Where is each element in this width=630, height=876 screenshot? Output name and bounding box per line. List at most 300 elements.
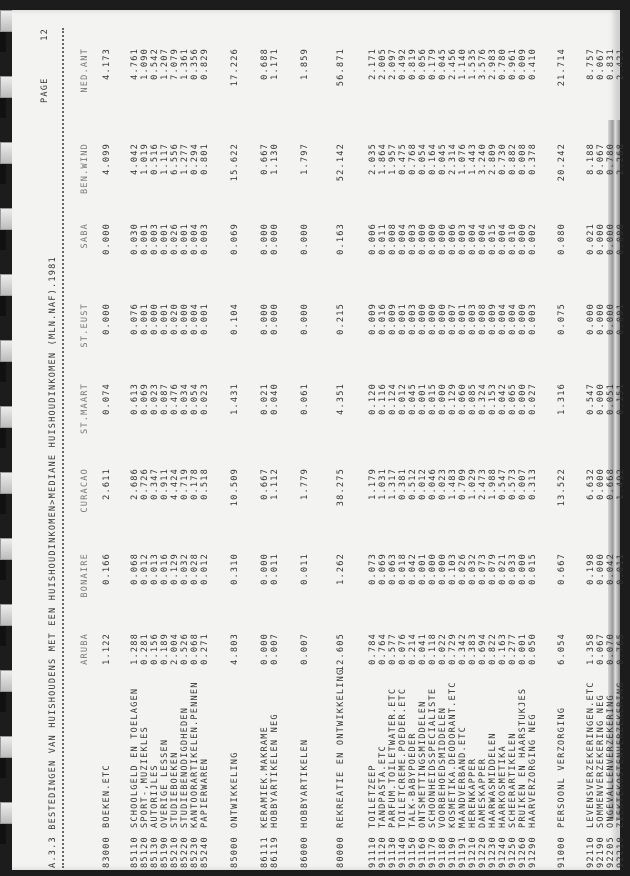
cell-curacao: 1.492 bbox=[616, 468, 626, 500]
cell-bonaire: 0.000 bbox=[260, 553, 270, 585]
cell-bonaire: 0.129 bbox=[170, 553, 180, 585]
cell-bonaire: 0.667 bbox=[557, 553, 567, 585]
cell-st-eust: 0.000 bbox=[102, 303, 112, 335]
cell-saba: 0.001 bbox=[160, 223, 170, 255]
row-label: BOEKEN.ETC bbox=[102, 764, 112, 828]
row-label: STUDIEBENODIGDHEDEN bbox=[180, 706, 190, 828]
cell-st-maart: 0.051 bbox=[606, 383, 616, 415]
row-label: HOBBYARTIKELEN NEG bbox=[270, 713, 280, 828]
row-code: 91260 bbox=[518, 836, 528, 868]
cell-aruba: 0.822 bbox=[488, 633, 498, 665]
cell-st-maart: 0.069 bbox=[140, 383, 150, 415]
cell-ben-wind: 6.556 bbox=[170, 143, 180, 175]
cell-aruba: 0.214 bbox=[408, 633, 418, 665]
row-label: SPORT-,MUZIEKLES bbox=[140, 726, 150, 828]
cell-aruba: 0.271 bbox=[200, 633, 210, 665]
table-row bbox=[586, 28, 596, 868]
row-code: 91130 bbox=[388, 836, 398, 868]
cell-ben-wind: 3.240 bbox=[478, 143, 488, 175]
cell-saba: 0.163 bbox=[336, 223, 346, 255]
cell-ned-ant: 1.361 bbox=[180, 48, 190, 80]
row-code: 85000 bbox=[230, 836, 240, 868]
table-row bbox=[478, 28, 488, 868]
cell-st-eust: 0.001 bbox=[458, 303, 468, 335]
cell-aruba: 12.605 bbox=[336, 633, 346, 672]
row-label: PARFUM.TOILETWATER.ETC bbox=[388, 687, 398, 828]
table-row bbox=[596, 28, 606, 868]
cell-st-maart: 0.000 bbox=[438, 383, 448, 415]
cell-bonaire: 0.073 bbox=[368, 553, 378, 585]
cell-aruba: 1.358 bbox=[586, 633, 596, 665]
cell-st-maart: 0.124 bbox=[388, 383, 398, 415]
cell-ben-wind: 1.117 bbox=[160, 143, 170, 175]
cell-st-eust: 0.003 bbox=[408, 303, 418, 335]
cell-st-maart: 0.000 bbox=[596, 383, 606, 415]
cell-ned-ant: 0.831 bbox=[606, 48, 616, 80]
cell-saba: 0.000 bbox=[102, 223, 112, 255]
cell-st-eust: 0.009 bbox=[488, 303, 498, 335]
cell-saba: 0.000 bbox=[428, 223, 438, 255]
row-label: HAARKOSMETIKA bbox=[498, 745, 508, 828]
cell-ben-wind: 0.475 bbox=[398, 143, 408, 175]
cell-bonaire: 0.001 bbox=[418, 553, 428, 585]
cell-curacao: 0.667 bbox=[260, 468, 270, 500]
cell-st-eust: 0.001 bbox=[160, 303, 170, 335]
cell-st-maart: 0.061 bbox=[300, 383, 310, 415]
row-code: 92205 bbox=[606, 836, 616, 868]
cell-st-maart: 0.060 bbox=[458, 383, 468, 415]
cell-bonaire: 0.021 bbox=[498, 553, 508, 585]
cell-aruba: 0.007 bbox=[270, 633, 280, 665]
cell-saba: 0.000 bbox=[606, 223, 616, 255]
cell-st-maart: 0.085 bbox=[468, 383, 478, 415]
table-row bbox=[438, 28, 448, 868]
page-label: PAGE bbox=[40, 77, 50, 103]
table-row bbox=[428, 28, 438, 868]
table-row bbox=[498, 28, 508, 868]
row-code: 91210 bbox=[468, 836, 478, 868]
cell-saba: 0.001 bbox=[140, 223, 150, 255]
cell-bonaire: 0.012 bbox=[200, 553, 210, 585]
cell-bonaire: 0.079 bbox=[488, 553, 498, 585]
cell-bonaire: 0.011 bbox=[616, 553, 626, 585]
cell-aruba: 0.281 bbox=[140, 633, 150, 665]
table-row bbox=[190, 28, 200, 868]
column-header: SABA bbox=[80, 223, 90, 249]
cell-aruba: 0.277 bbox=[508, 633, 518, 665]
cell-st-eust: 0.000 bbox=[428, 303, 438, 335]
cell-st-eust: 0.016 bbox=[378, 303, 388, 335]
row-label: HOBBYARTIKELEN bbox=[300, 738, 310, 828]
cell-ben-wind: 0.882 bbox=[508, 143, 518, 175]
cell-ben-wind: 0.067 bbox=[596, 143, 606, 175]
cell-st-eust: 0.215 bbox=[336, 303, 346, 335]
cell-aruba: 0.068 bbox=[190, 633, 200, 665]
cell-bonaire: 0.011 bbox=[270, 553, 280, 585]
cell-bonaire: 0.000 bbox=[438, 553, 448, 585]
cell-ned-ant: 4.173 bbox=[102, 48, 112, 80]
cell-aruba: 0.383 bbox=[468, 633, 478, 665]
table-row bbox=[448, 28, 458, 868]
row-code: 91110 bbox=[368, 836, 378, 868]
cell-ned-ant: 0.067 bbox=[596, 48, 606, 80]
table-row bbox=[270, 28, 280, 868]
row-label: SCHEERARTIKELEN bbox=[508, 732, 518, 828]
row-code: 91170 bbox=[428, 836, 438, 868]
row-code: 91240 bbox=[498, 836, 508, 868]
cell-aruba: 0.163 bbox=[498, 633, 508, 665]
row-label: ONTWIKKELING bbox=[230, 751, 240, 828]
row-label: SOMMENVERZEKERING NEG bbox=[596, 694, 606, 828]
cell-aruba: 0.007 bbox=[300, 633, 310, 665]
row-label: AUTORIJLES bbox=[150, 764, 160, 828]
cell-st-eust: 0.001 bbox=[200, 303, 210, 335]
cell-bonaire: 0.018 bbox=[398, 553, 408, 585]
cell-st-eust: 0.008 bbox=[478, 303, 488, 335]
cell-aruba: 1.122 bbox=[102, 633, 112, 665]
cell-st-eust: 0.000 bbox=[596, 303, 606, 335]
cell-ben-wind: 2.314 bbox=[448, 143, 458, 175]
cell-aruba: 0.765 bbox=[616, 633, 626, 665]
cell-ben-wind: 1.797 bbox=[300, 143, 310, 175]
cell-curacao: 0.512 bbox=[408, 468, 418, 500]
cell-aruba: 0.784 bbox=[368, 633, 378, 665]
cell-saba: 0.003 bbox=[200, 223, 210, 255]
row-label: REKREATIE EN ONTWIKKELING bbox=[336, 668, 346, 828]
column-header: BEN.WIND bbox=[80, 143, 90, 194]
cell-st-eust: 0.003 bbox=[528, 303, 538, 335]
row-label: KERAMIEK.MAKRAME bbox=[260, 726, 270, 828]
cell-aruba: 1.288 bbox=[130, 633, 140, 665]
cell-st-maart: 0.023 bbox=[150, 383, 160, 415]
row-label: OVERIGE LESSEN bbox=[160, 738, 170, 828]
cell-ben-wind: 4.099 bbox=[102, 143, 112, 175]
table-row bbox=[418, 28, 428, 868]
cell-st-eust: 0.000 bbox=[180, 303, 190, 335]
cell-st-eust: 0.000 bbox=[586, 303, 596, 335]
table-row-subtotal bbox=[230, 28, 240, 868]
cell-aruba: 0.156 bbox=[150, 633, 160, 665]
table-row bbox=[140, 28, 150, 868]
cell-st-maart: 0.065 bbox=[508, 383, 518, 415]
cell-curacao: 38.275 bbox=[336, 468, 346, 507]
cell-saba: 0.000 bbox=[300, 223, 310, 255]
cell-bonaire: 0.063 bbox=[388, 553, 398, 585]
cell-st-maart: 0.153 bbox=[488, 383, 498, 415]
cell-ben-wind: 2.035 bbox=[368, 143, 378, 175]
cell-ned-ant: 0.829 bbox=[200, 48, 210, 80]
cell-bonaire: 0.012 bbox=[140, 553, 150, 585]
cell-ned-ant: 56.871 bbox=[336, 48, 346, 87]
cell-curacao: 0.709 bbox=[458, 468, 468, 500]
cell-ben-wind: 0.667 bbox=[260, 143, 270, 175]
column-header: ST.MAART bbox=[80, 383, 90, 434]
cell-st-maart: 0.034 bbox=[180, 383, 190, 415]
cell-ben-wind: 0.516 bbox=[150, 143, 160, 175]
cell-curacao: 10.509 bbox=[230, 468, 240, 507]
cell-saba: 0.000 bbox=[270, 223, 280, 255]
cell-aruba: 0.070 bbox=[606, 633, 616, 665]
cell-ben-wind: 1.277 bbox=[180, 143, 190, 175]
cell-curacao: 0.000 bbox=[596, 468, 606, 500]
cell-bonaire: 0.042 bbox=[606, 553, 616, 585]
page-number: 12 bbox=[40, 28, 50, 41]
cell-st-eust: 0.001 bbox=[616, 303, 626, 335]
cell-st-eust: 0.007 bbox=[448, 303, 458, 335]
cell-st-maart: 0.087 bbox=[160, 383, 170, 415]
cell-ned-ant: 1.535 bbox=[468, 48, 478, 80]
table-row bbox=[260, 28, 270, 868]
cell-curacao: 6.632 bbox=[586, 468, 596, 500]
cell-ned-ant: 0.356 bbox=[190, 48, 200, 80]
cell-st-maart: 0.324 bbox=[478, 383, 488, 415]
cell-aruba: 0.001 bbox=[518, 633, 528, 665]
row-code: 86119 bbox=[270, 836, 280, 868]
cell-saba: 0.002 bbox=[528, 223, 538, 255]
row-code: 85210 bbox=[170, 836, 180, 868]
cell-ben-wind: 15.622 bbox=[230, 143, 240, 182]
row-label: DAMESKAPPER bbox=[478, 757, 488, 828]
cell-aruba: 0.342 bbox=[458, 633, 468, 665]
row-code: 86000 bbox=[300, 836, 310, 868]
cell-curacao: 1.179 bbox=[368, 468, 378, 500]
row-code: 92210 bbox=[616, 836, 626, 868]
cell-aruba: 0.067 bbox=[596, 633, 606, 665]
cell-saba: 0.003 bbox=[458, 223, 468, 255]
row-code: 91140 bbox=[398, 836, 408, 868]
cell-ben-wind: 1.019 bbox=[140, 143, 150, 175]
cell-ned-ant: 17.226 bbox=[230, 48, 240, 87]
cell-saba: 0.003 bbox=[408, 223, 418, 255]
table-row-total bbox=[336, 28, 346, 868]
row-code: 80000 bbox=[336, 836, 346, 868]
cell-st-eust: 0.076 bbox=[130, 303, 140, 335]
cell-curacao: 1.483 bbox=[448, 468, 458, 500]
row-label: PAPIERWAREN bbox=[200, 757, 210, 828]
table-row bbox=[170, 28, 180, 868]
cell-st-eust: 0.104 bbox=[230, 303, 240, 335]
cell-saba: 0.004 bbox=[498, 223, 508, 255]
cell-bonaire: 0.000 bbox=[596, 553, 606, 585]
cell-curacao: 1.031 bbox=[378, 468, 388, 500]
row-code: 85120 bbox=[140, 836, 150, 868]
cell-st-maart: 0.000 bbox=[518, 383, 528, 415]
cell-aruba: 0.694 bbox=[478, 633, 488, 665]
row-label: ONTSMETTINGSMIDDELEN bbox=[418, 700, 428, 828]
cell-saba: 0.000 bbox=[260, 223, 270, 255]
cell-ben-wind: 0.164 bbox=[428, 143, 438, 175]
cell-st-maart: 1.431 bbox=[230, 383, 240, 415]
cell-curacao: 0.012 bbox=[418, 468, 428, 500]
table-row bbox=[200, 28, 210, 868]
cell-ned-ant: 2.097 bbox=[388, 48, 398, 80]
cell-ned-ant: 7.079 bbox=[170, 48, 180, 80]
cell-aruba: 4.803 bbox=[230, 633, 240, 665]
row-code: 91191 bbox=[458, 836, 468, 868]
cell-ben-wind: 1.957 bbox=[388, 143, 398, 175]
table-row bbox=[508, 28, 518, 868]
cell-bonaire: 0.032 bbox=[468, 553, 478, 585]
rotated-table-sheet bbox=[40, 28, 626, 868]
cell-ben-wind: 1.443 bbox=[468, 143, 478, 175]
cell-curacao: 0.007 bbox=[518, 468, 528, 500]
cell-ben-wind: 4.042 bbox=[130, 143, 140, 175]
cell-st-maart: 0.015 bbox=[428, 383, 438, 415]
cell-saba: 0.000 bbox=[518, 223, 528, 255]
cell-ben-wind: 1.130 bbox=[270, 143, 280, 175]
cell-saba: 0.008 bbox=[388, 223, 398, 255]
table-row bbox=[528, 28, 538, 868]
title-underline bbox=[62, 28, 64, 868]
table-row bbox=[616, 28, 626, 868]
cell-bonaire: 0.198 bbox=[586, 553, 596, 585]
cell-st-eust: 0.075 bbox=[557, 303, 567, 335]
column-header: CURACAO bbox=[80, 468, 90, 513]
row-label: TOILETZEEP bbox=[368, 764, 378, 828]
cell-st-eust: 0.004 bbox=[508, 303, 518, 335]
cell-ned-ant: 2.171 bbox=[368, 48, 378, 80]
cell-aruba: 0.041 bbox=[418, 633, 428, 665]
row-label: KANTOORARTIKELEN.PENNEN bbox=[190, 681, 200, 828]
cell-ned-ant: 21.714 bbox=[557, 48, 567, 87]
table-row bbox=[150, 28, 160, 868]
cell-ben-wind: 2.809 bbox=[488, 143, 498, 175]
cell-saba: 0.004 bbox=[468, 223, 478, 255]
cell-st-maart: 0.476 bbox=[170, 383, 180, 415]
cell-ned-ant: 0.410 bbox=[528, 48, 538, 80]
table-row bbox=[368, 28, 378, 868]
row-label: LEVENSVERZEKERINGEN.ETC bbox=[586, 681, 596, 828]
table-row bbox=[180, 28, 190, 868]
cell-ned-ant: 1.140 bbox=[458, 48, 468, 80]
cell-curacao: 13.522 bbox=[557, 468, 567, 507]
cell-curacao: 1.988 bbox=[488, 468, 498, 500]
cell-saba: 0.004 bbox=[478, 223, 488, 255]
cell-st-maart: 0.054 bbox=[190, 383, 200, 415]
cell-ben-wind: 2.268 bbox=[616, 143, 626, 175]
cell-st-eust: 0.001 bbox=[140, 303, 150, 335]
table-row bbox=[388, 28, 398, 868]
table-row bbox=[160, 28, 170, 868]
cell-st-eust: 0.000 bbox=[606, 303, 616, 335]
table-row-subtotal bbox=[300, 28, 310, 868]
row-code: 83000 bbox=[102, 836, 112, 868]
row-label: ONGEVALLENVERZEKERING bbox=[606, 694, 616, 828]
table-title: A.3.3 BESTEDINGEN VAN HUISHOUDENS MET EEN HUISHOUDINKOMEN>MEDIANE HUISHOUDINKOMEN (MLN.NAF).1981 bbox=[48, 256, 58, 868]
cell-bonaire: 1.262 bbox=[336, 553, 346, 585]
cell-st-maart: 0.151 bbox=[616, 383, 626, 415]
cell-aruba: 0.577 bbox=[388, 633, 398, 665]
cell-saba: 0.026 bbox=[170, 223, 180, 255]
row-label: SCHOOLGELD EN TOELAGEN bbox=[130, 687, 140, 828]
cell-st-maart: 4.351 bbox=[336, 383, 346, 415]
cell-ned-ant: 2.421 bbox=[616, 48, 626, 80]
cell-ned-ant: 1.171 bbox=[270, 48, 280, 80]
cell-curacao: 0.518 bbox=[200, 468, 210, 500]
table-row bbox=[458, 28, 468, 868]
row-label: SCHOONHEIDSSPECIALISTE bbox=[428, 687, 438, 828]
column-header: NED.ANT bbox=[80, 48, 90, 93]
row-code: 92110 bbox=[586, 836, 596, 868]
cell-bonaire: 0.000 bbox=[428, 553, 438, 585]
cell-curacao: 0.347 bbox=[150, 468, 160, 500]
cell-bonaire: 0.000 bbox=[518, 553, 528, 585]
table-row-subtotal bbox=[557, 28, 567, 868]
row-code: 91220 bbox=[478, 836, 488, 868]
cell-st-eust: 0.003 bbox=[468, 303, 478, 335]
cell-ben-wind: 20.242 bbox=[557, 143, 567, 182]
cell-aruba: 0.729 bbox=[448, 633, 458, 665]
cell-ned-ant: 0.045 bbox=[438, 48, 448, 80]
cell-aruba: 6.054 bbox=[557, 633, 567, 665]
table-row bbox=[606, 28, 616, 868]
cell-saba: 0.010 bbox=[508, 223, 518, 255]
cell-ned-ant: 2.005 bbox=[378, 48, 388, 80]
page-indicator bbox=[40, 28, 50, 103]
row-code: 85220 bbox=[180, 836, 190, 868]
cell-curacao: 0.313 bbox=[528, 468, 538, 500]
cell-ben-wind: 0.801 bbox=[200, 143, 210, 175]
cell-curacao: 1.317 bbox=[388, 468, 398, 500]
cell-curacao: 2.473 bbox=[478, 468, 488, 500]
row-label: VOORBEHOEDSMIDDELEN bbox=[438, 706, 448, 828]
row-code: 91190 bbox=[448, 836, 458, 868]
cell-saba: 0.011 bbox=[378, 223, 388, 255]
cell-ben-wind: 8.188 bbox=[586, 143, 596, 175]
cell-ned-ant: 0.961 bbox=[508, 48, 518, 80]
cell-ben-wind: 0.294 bbox=[190, 143, 200, 175]
cell-curacao: 4.424 bbox=[170, 468, 180, 500]
cell-bonaire: 0.026 bbox=[458, 553, 468, 585]
row-label: MAANDVERBAND.ETC bbox=[458, 726, 468, 828]
cell-st-maart: 0.001 bbox=[418, 383, 428, 415]
cell-st-eust: 0.000 bbox=[150, 303, 160, 335]
row-label: PRUIKEN EN HAARSTUKJES bbox=[518, 687, 528, 828]
cell-aruba: 2.004 bbox=[170, 633, 180, 665]
cell-aruba: 0.076 bbox=[398, 633, 408, 665]
table-row bbox=[518, 28, 528, 868]
cell-ned-ant: 0.780 bbox=[498, 48, 508, 80]
cell-curacao: 0.719 bbox=[180, 468, 190, 500]
cell-ben-wind: 0.045 bbox=[438, 143, 448, 175]
table-row bbox=[488, 28, 498, 868]
cell-st-maart: 0.012 bbox=[398, 383, 408, 415]
row-label: KOSMETIKA.DEODORANT.ETC bbox=[448, 681, 458, 828]
cell-st-maart: 0.129 bbox=[448, 383, 458, 415]
table-row bbox=[378, 28, 388, 868]
cell-aruba: 0.764 bbox=[378, 633, 388, 665]
cell-ben-wind: 0.780 bbox=[606, 143, 616, 175]
cell-ned-ant: 0.819 bbox=[408, 48, 418, 80]
cell-bonaire: 0.103 bbox=[448, 553, 458, 585]
cell-bonaire: 0.073 bbox=[478, 553, 488, 585]
cell-st-maart: 0.547 bbox=[586, 383, 596, 415]
cell-ben-wind: 0.054 bbox=[418, 143, 428, 175]
cell-bonaire: 0.310 bbox=[230, 553, 240, 585]
cell-bonaire: 0.016 bbox=[160, 553, 170, 585]
cell-bonaire: 0.011 bbox=[300, 553, 310, 585]
cell-st-eust: 0.000 bbox=[270, 303, 280, 335]
cell-ned-ant: 1.090 bbox=[140, 48, 150, 80]
row-code: 85110 bbox=[130, 836, 140, 868]
row-code: 91150 bbox=[408, 836, 418, 868]
cell-ben-wind: 1.076 bbox=[458, 143, 468, 175]
table-row bbox=[398, 28, 408, 868]
row-label: HERENKAPPER bbox=[468, 757, 478, 828]
cell-curacao: 0.023 bbox=[438, 468, 448, 500]
row-code: 91000 bbox=[557, 836, 567, 868]
cell-curacao: 0.726 bbox=[140, 468, 150, 500]
